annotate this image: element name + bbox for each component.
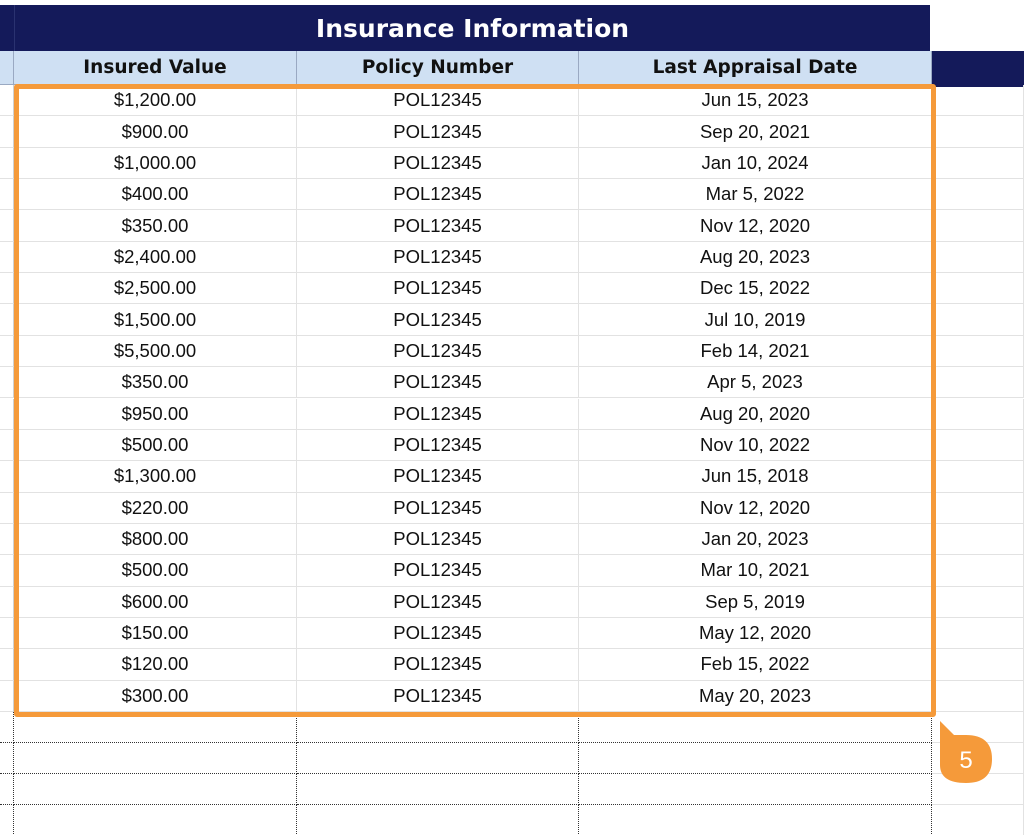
empty-cell[interactable]: [579, 712, 932, 743]
cell-last-appraisal-date[interactable]: Mar 5, 2022: [579, 179, 932, 210]
cell-insured-value[interactable]: $150.00: [14, 618, 297, 649]
row-header-stub: [0, 524, 14, 555]
cell-last-appraisal-date[interactable]: Nov 12, 2020: [579, 210, 932, 241]
empty-cell[interactable]: [297, 805, 579, 835]
cell-last-appraisal-date[interactable]: Mar 10, 2021: [579, 555, 932, 586]
empty-row: [0, 805, 1024, 835]
cell-last-appraisal-date[interactable]: Aug 20, 2020: [579, 399, 932, 430]
empty-cell[interactable]: [932, 116, 1024, 147]
cell-policy-number[interactable]: POL12345: [297, 524, 579, 555]
cell-policy-number[interactable]: POL12345: [297, 116, 579, 147]
empty-row: [0, 743, 1024, 774]
cell-policy-number[interactable]: POL12345: [297, 367, 579, 398]
empty-cell[interactable]: [14, 805, 297, 835]
table-row: [0, 367, 1024, 398]
table-row: [0, 304, 1024, 335]
table-row: [0, 148, 1024, 179]
cell-insured-value[interactable]: $350.00: [14, 210, 297, 241]
table-row: [0, 399, 1024, 430]
empty-cell[interactable]: [932, 304, 1024, 335]
row-header-stub: [0, 85, 14, 116]
empty-cell[interactable]: [932, 618, 1024, 649]
row-header-stub: [0, 587, 14, 618]
row-header-stub: [0, 179, 14, 210]
cell-insured-value[interactable]: $800.00: [14, 524, 297, 555]
row-header-stub: [0, 555, 14, 586]
cell-insured-value[interactable]: $350.00: [14, 367, 297, 398]
table-row: [0, 210, 1024, 241]
cell-last-appraisal-date[interactable]: Nov 10, 2022: [579, 430, 932, 461]
cell-last-appraisal-date[interactable]: Apr 5, 2023: [579, 367, 932, 398]
cell-policy-number[interactable]: POL12345: [297, 430, 579, 461]
empty-cell[interactable]: [0, 774, 14, 805]
table-row: [0, 493, 1024, 524]
cell-insured-value[interactable]: $600.00: [14, 587, 297, 618]
row-header-stub: [0, 210, 14, 241]
empty-cell[interactable]: [932, 587, 1024, 618]
row-header-stub: [0, 148, 14, 179]
cell-last-appraisal-date[interactable]: May 12, 2020: [579, 618, 932, 649]
empty-cell[interactable]: [932, 179, 1024, 210]
cell-insured-value[interactable]: $2,400.00: [14, 242, 297, 273]
row-header-stub: [0, 304, 14, 335]
row-header-stub: [0, 116, 14, 147]
cell-policy-number[interactable]: POL12345: [297, 85, 579, 116]
empty-cell[interactable]: [14, 774, 297, 805]
row-header-stub: [0, 493, 14, 524]
row-header-stub: [0, 336, 14, 367]
cell-policy-number[interactable]: POL12345: [297, 210, 579, 241]
empty-cell[interactable]: [932, 210, 1024, 241]
row-header-stub: [0, 367, 14, 398]
cell-last-appraisal-date[interactable]: Feb 15, 2022: [579, 649, 932, 680]
empty-cell[interactable]: [579, 743, 932, 774]
cell-last-appraisal-date[interactable]: Sep 5, 2019: [579, 587, 932, 618]
empty-row: [0, 712, 1024, 743]
cell-policy-number[interactable]: POL12345: [297, 399, 579, 430]
cell-last-appraisal-date[interactable]: Jan 20, 2023: [579, 524, 932, 555]
cell-insured-value[interactable]: $1,200.00: [14, 85, 297, 116]
cell-insured-value[interactable]: $120.00: [14, 649, 297, 680]
table-row: [0, 461, 1024, 492]
cell-insured-value[interactable]: $300.00: [14, 681, 297, 712]
cell-policy-number[interactable]: POL12345: [297, 336, 579, 367]
empty-cell[interactable]: [932, 367, 1024, 398]
table-row: [0, 681, 1024, 712]
cell-insured-value[interactable]: $220.00: [14, 493, 297, 524]
empty-cell[interactable]: [14, 743, 297, 774]
table-row: [0, 179, 1024, 210]
empty-row: [0, 774, 1024, 805]
row-header-stub: [0, 242, 14, 273]
empty-cell[interactable]: [932, 649, 1024, 680]
row-header-stub: [0, 461, 14, 492]
empty-cell[interactable]: [932, 681, 1024, 712]
row-header-stub: [0, 273, 14, 304]
empty-cell[interactable]: [932, 242, 1024, 273]
empty-cell[interactable]: [0, 805, 14, 835]
cell-insured-value[interactable]: $500.00: [14, 555, 297, 586]
empty-cell[interactable]: [932, 493, 1024, 524]
cell-insured-value[interactable]: $1,000.00: [14, 148, 297, 179]
empty-cell[interactable]: [0, 743, 14, 774]
callout-number: 5: [959, 747, 973, 774]
cell-policy-number[interactable]: POL12345: [297, 273, 579, 304]
header-last-appraisal-date[interactable]: Last Appraisal Date: [579, 51, 932, 85]
cell-insured-value[interactable]: $1,300.00: [14, 461, 297, 492]
empty-cell[interactable]: [297, 743, 579, 774]
cell-last-appraisal-date[interactable]: Aug 20, 2023: [579, 242, 932, 273]
header-policy-number[interactable]: Policy Number: [297, 51, 579, 85]
table-row: [0, 242, 1024, 273]
row-header-stub: [0, 649, 14, 680]
empty-cell[interactable]: [932, 805, 1024, 835]
table-row: [0, 555, 1024, 586]
table-row: [0, 430, 1024, 461]
table-title[interactable]: Insurance Information: [14, 5, 932, 51]
empty-cell[interactable]: [932, 336, 1024, 367]
cell-last-appraisal-date[interactable]: Feb 14, 2021: [579, 336, 932, 367]
table-row: [0, 524, 1024, 555]
row-header-stub: [0, 399, 14, 430]
cell-last-appraisal-date[interactable]: Jul 10, 2019: [579, 304, 932, 335]
table-row: [0, 336, 1024, 367]
cell-last-appraisal-date[interactable]: May 20, 2023: [579, 681, 932, 712]
empty-cell[interactable]: [932, 85, 1024, 116]
cell-insured-value[interactable]: $400.00: [14, 179, 297, 210]
empty-cell[interactable]: [14, 712, 297, 743]
table-row: [0, 618, 1024, 649]
row-header-stub: [0, 618, 14, 649]
cell-insured-value[interactable]: $2,500.00: [14, 273, 297, 304]
row-header-stub: [0, 51, 14, 85]
empty-cell[interactable]: [932, 555, 1024, 586]
cell-insured-value[interactable]: $950.00: [14, 399, 297, 430]
cell-insured-value[interactable]: $900.00: [14, 116, 297, 147]
empty-cell[interactable]: [934, 5, 1024, 51]
empty-cell[interactable]: [579, 774, 932, 805]
cell-policy-number[interactable]: POL12345: [297, 681, 579, 712]
cell-policy-number[interactable]: POL12345: [297, 242, 579, 273]
cell-policy-number[interactable]: POL12345: [297, 587, 579, 618]
row-header-stub: [0, 681, 14, 712]
empty-cell[interactable]: [0, 712, 14, 743]
cell-last-appraisal-date[interactable]: Nov 12, 2020: [579, 493, 932, 524]
cell-policy-number[interactable]: POL12345: [297, 555, 579, 586]
table-row: [0, 649, 1024, 680]
cell-policy-number[interactable]: POL12345: [297, 618, 579, 649]
empty-cell[interactable]: [932, 430, 1024, 461]
header-insured-value[interactable]: Insured Value: [14, 51, 297, 85]
cell-last-appraisal-date[interactable]: Jun 15, 2023: [579, 85, 932, 116]
cell-policy-number[interactable]: POL12345: [297, 148, 579, 179]
empty-cell[interactable]: [932, 461, 1024, 492]
empty-cell[interactable]: [297, 712, 579, 743]
cell-last-appraisal-date[interactable]: Sep 20, 2021: [579, 116, 932, 147]
empty-cell[interactable]: [579, 805, 932, 835]
cell-last-appraisal-date[interactable]: Jan 10, 2024: [579, 148, 932, 179]
cell-policy-number[interactable]: POL12345: [297, 493, 579, 524]
cell-policy-number[interactable]: POL12345: [297, 179, 579, 210]
row-header-stub: [0, 5, 14, 51]
table-row: [0, 273, 1024, 304]
cell-last-appraisal-date[interactable]: Jun 15, 2018: [579, 461, 932, 492]
cell-policy-number[interactable]: POL12345: [297, 461, 579, 492]
table-row: [0, 116, 1024, 147]
empty-cell[interactable]: [932, 273, 1024, 304]
empty-cell[interactable]: [297, 774, 579, 805]
header-right-fill: [932, 51, 1024, 87]
empty-cell[interactable]: [932, 524, 1024, 555]
cell-insured-value[interactable]: $5,500.00: [14, 336, 297, 367]
table-row: [0, 587, 1024, 618]
cell-insured-value[interactable]: $500.00: [14, 430, 297, 461]
empty-cell[interactable]: [932, 148, 1024, 179]
empty-cell[interactable]: [932, 399, 1024, 430]
callout-badge: [938, 719, 994, 785]
cell-last-appraisal-date[interactable]: Dec 15, 2022: [579, 273, 932, 304]
cell-policy-number[interactable]: POL12345: [297, 649, 579, 680]
table-row: [0, 85, 1024, 116]
row-header-stub: [0, 430, 14, 461]
cell-insured-value[interactable]: $1,500.00: [14, 304, 297, 335]
cell-policy-number[interactable]: POL12345: [297, 304, 579, 335]
